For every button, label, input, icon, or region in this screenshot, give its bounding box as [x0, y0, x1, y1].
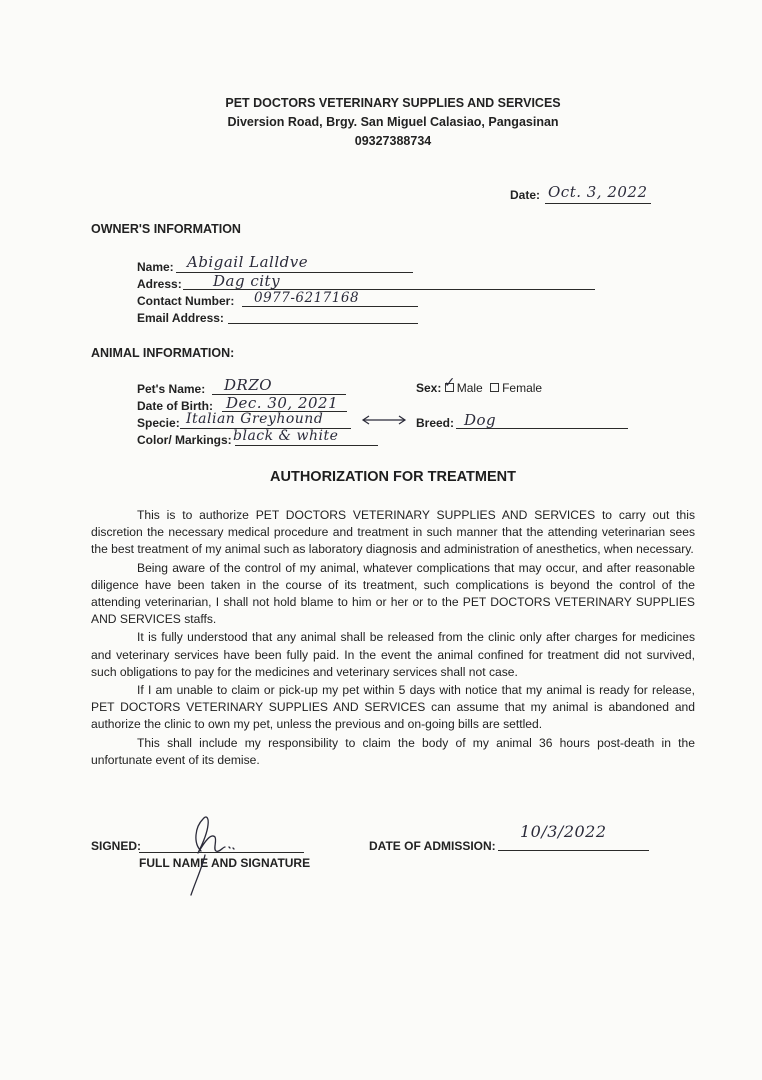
dob-value[interactable]: Dec. 30, 2021: [226, 394, 339, 412]
signed-label: SIGNED:: [91, 839, 142, 853]
color-markings-value[interactable]: black & white: [233, 428, 339, 444]
authorization-body: [91, 507, 695, 770]
species-label: Specie:: [137, 416, 180, 430]
date-of-admission-value[interactable]: 10/3/2022: [520, 822, 607, 841]
sex-field: [416, 375, 543, 395]
owner-name-value[interactable]: Abigail Lalldve: [187, 253, 309, 271]
date-line: [545, 203, 651, 204]
owner-address-label: Adress:: [137, 277, 182, 291]
clinic-address: Diversion Road, Brgy. San Miguel Calasiao, Pangasinan: [227, 115, 559, 129]
female-option: Female: [502, 381, 543, 395]
authorization-title: AUTHORIZATION FOR TREATMENT: [270, 469, 516, 485]
owner-address-value[interactable]: Dag city: [213, 272, 281, 290]
paragraph: It is fully understood that any animal shall be released from the clinic only after charges for medicines and veterinary services have been fully paid. In the event the animal confined for treatment did not survived, such obligations to pay for the medicines and veterinary services shall not case.: [91, 630, 695, 679]
male-checkbox[interactable]: [443, 375, 457, 395]
email-label: Email Address:: [137, 311, 224, 325]
email-line[interactable]: [228, 323, 418, 324]
date-of-admission-label: DATE OF ADMISSION:: [369, 839, 496, 853]
species-value[interactable]: Italian Greyhound: [186, 411, 324, 427]
date-label: Date:: [510, 188, 541, 202]
paragraph: This shall include my responsibility to claim the body of my animal 36 hours post-death in the unfortunate event of its demise.: [91, 735, 695, 767]
clinic-phone: 09327388734: [354, 134, 432, 148]
handwritten-signature: [183, 803, 243, 898]
sex-label: Sex:: [416, 381, 442, 395]
pet-name-value[interactable]: DRZO: [224, 376, 273, 394]
breed-value[interactable]: Dog: [464, 411, 497, 429]
contact-number-line: [242, 306, 418, 307]
contact-number-value[interactable]: 0977-6217168: [254, 290, 360, 306]
date-value[interactable]: Oct. 3, 2022: [548, 183, 648, 201]
pet-name-label: Pet's Name:: [137, 382, 206, 396]
paragraph: This is to authorize PET DOCTORS VETERINARY SUPPLIES AND SERVICES to carry out this discretion the necessary medical procedure and treatment in such manner that the attending veterinarian sees the best treatment of my animal such as laboratory diagnosis and administration of anesthetics, when necessary.: [91, 508, 695, 557]
female-checkbox[interactable]: [490, 383, 499, 392]
double-arrow-icon: [360, 414, 408, 426]
color-markings-label: Color/ Markings:: [137, 433, 232, 447]
clinic-name: PET DOCTORS VETERINARY SUPPLIES AND SERVICES: [225, 96, 561, 110]
owner-name-line: [176, 272, 413, 273]
date-of-admission-line: [498, 850, 649, 851]
dob-label: Date of Birth:: [137, 399, 213, 413]
color-markings-line: [235, 445, 378, 446]
male-option: Male: [456, 381, 483, 395]
contact-number-label: Contact Number:: [137, 294, 235, 308]
full-name-caption: FULL NAME AND SIGNATURE: [139, 856, 311, 870]
owner-section-title: OWNER'S INFORMATION: [91, 222, 241, 236]
breed-label: Breed:: [416, 416, 455, 430]
checkmark-icon: ✓: [443, 375, 456, 391]
animal-section-title: ANIMAL INFORMATION:: [91, 346, 235, 360]
owner-name-label: Name:: [137, 260, 174, 274]
paragraph: Being aware of the control of my animal, whatever complications that may occur, and after reasonable diligence have been taken in the course of its treatment, such complications is beyond the control of the attending veterinarian, I shall not hold blame to him or her or to the PET DOCTORS VETERINARY SUPPLIES AND SERVICES staffs.: [91, 560, 695, 627]
paragraph: If I am unable to claim or pick-up my pet within 5 days with notice that my animal is ready for release, PET DOCTORS VETERINARY SUPPLIES AND SERVICES can assume that my animal is abandoned and authorize the clinic to own my pet, unless the previous and on-going bills are settled.: [91, 683, 695, 732]
